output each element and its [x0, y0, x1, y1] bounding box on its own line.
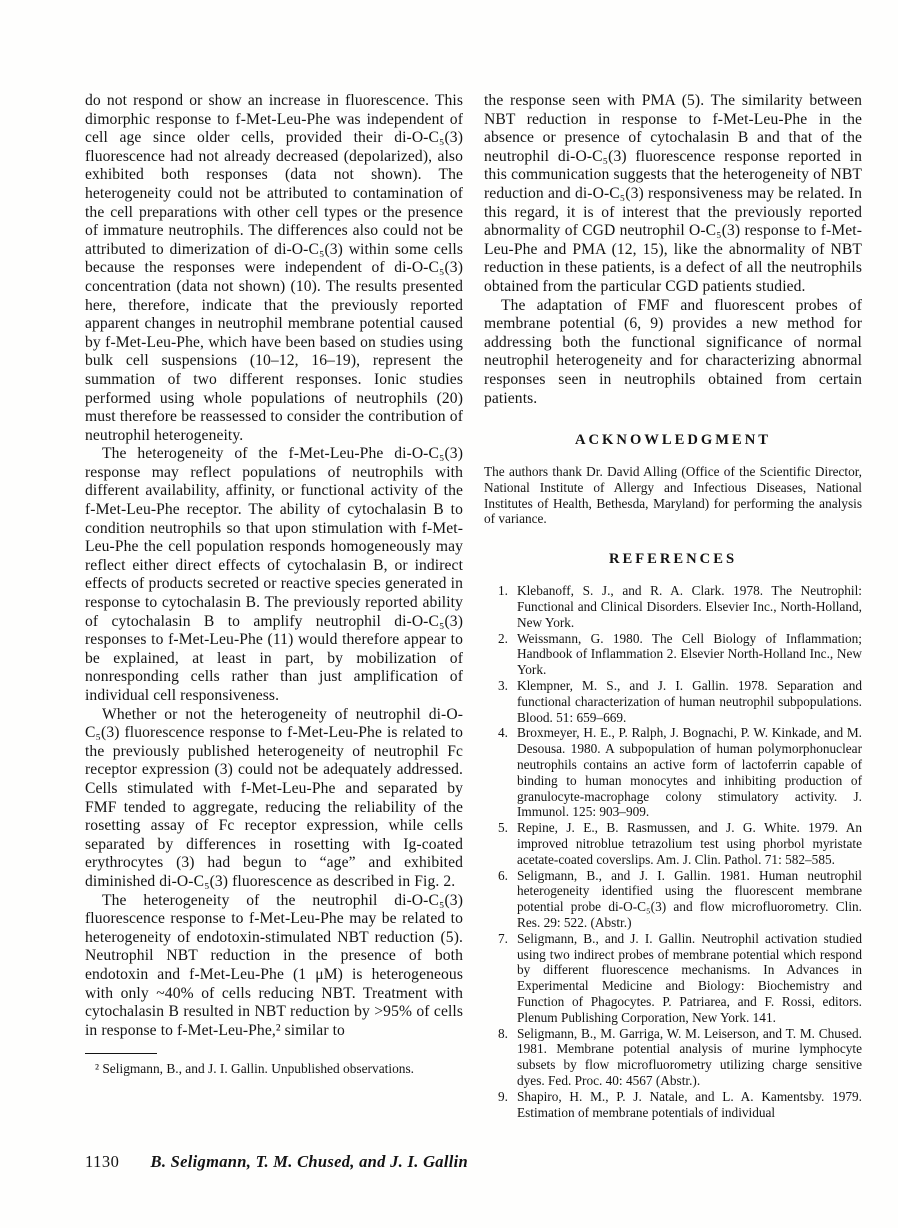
footnote: ² Seligmann, B., and J. I. Gallin. Unpublished observations.: [95, 1061, 415, 1077]
running-title: B. Seligmann, T. M. Chused, and J. I. Gallin: [150, 1152, 468, 1171]
reference-item: [484, 868, 862, 931]
reference-number: 8.: [498, 1025, 508, 1041]
body-paragraph: The heterogeneity of the f-Met-Leu-Phe di-O-C₅(3) response may reflect populations of neutrophils with different availability, affinity, or functional activity of the f-Met-Leu-Phe receptor. The ability of cytochalasin B to condition neutrophils so that upon stimulation with f-Met-Leu-Phe the cell population responds homogeneously may reflect either direct effects of cytochalasin B, or indirect effects of products secreted or reactive species generated in response to cytochalasin B. The previously reported ability of cytochalasin B to amplify neutrophil di-O-C₅(3) responses to f-Met-Leu-Phe (11) would therefore appear to be explained, at least in part, by mobilization of nonresponding cells rather than just amplification of individual cell responsiveness.: [85, 445, 463, 704]
reference-item: [484, 931, 862, 1026]
reference-item: [484, 1089, 862, 1121]
reference-text: Broxmeyer, H. E., P. Ralph, J. Bognachi, P. W. Kinkade, and M. Desousa. 1980. A subpopulation of human polymorphonuclear neutrophils contains an active form of lactoferrin capable of binding to human monocytes and inhibiting production of granulocyte-macrophage colony stimulatory activity. J. Immunol. 125: 903–909.: [517, 725, 862, 820]
body-paragraph: do not respond or show an increase in fluorescence. This dimorphic response to f-Met-Leu-Phe was independent of cell age since older cells, provided their di-O-C₅(3) fluorescence had not already decreased (depolarized), also exhibited both responses (data not shown). The heterogeneity could not be attributed to contamination of the cell preparations with other cell types or the presence of immature neutrophils. The differences also could not be attributed to dimerization of di-O-C₅(3) within some cells because the responses were independent of di-O-C₅(3) concentration (data not shown) (10). The results presented here, therefore, indicate that the previously reported apparent changes in neutrophil membrane potential caused by f-Met-Leu-Phe, which have been based on studies using bulk cell suspensions (10–12, 16–19), represent the summation of two different responses. Ionic studies performed using whole populations of neutrophils (20) must therefore be reassessed to consider the contribution of neutrophil heterogeneity.: [85, 92, 463, 444]
reference-text: Seligmann, B., and J. I. Gallin. Neutrophil activation studied using two indirect probes of membrane potential which respond by different fluorescence mechanisms. In Advances in Experimental Medicine and Biology: Biochemistry and Function of Phagocytes. P. Patriarea, and F. Rossi, editors. Plenum Publishing Corporation, New York. 141.: [517, 930, 862, 1025]
reference-text: Seligmann, B., M. Garriga, W. M. Leiserson, and T. M. Chused. 1981. Membrane potential analysis of murine lymphocyte subsets by flow microfluorometry utilizing charge sensitive dyes. Fed. Proc. 40: 4567 (Abstr.).: [517, 1025, 862, 1088]
reference-number: 7.: [498, 930, 508, 946]
reference-number: 3.: [498, 678, 508, 694]
footnote-separator: [85, 1053, 157, 1054]
page-footer: [85, 1152, 862, 1172]
reference-text: Klebanoff, S. J., and R. A. Clark. 1978. The Neutrophil: Functional and Clinical Disorders. Elsevier Inc., North-Holland, New York.: [517, 583, 862, 630]
reference-text: Shapiro, H. M., P. J. Natale, and L. A. Kamentsby. 1979. Estimation of membrane potentials of individual: [517, 1088, 862, 1120]
reference-number: 6.: [498, 867, 508, 883]
reference-number: 4.: [498, 725, 508, 741]
reference-text: Klempner, M. S., and J. I. Gallin. 1978. Separation and functional characterization of human neutrophil subpopulations. Blood. 51: 659–669.: [517, 678, 862, 725]
right-column: [484, 92, 862, 1120]
reference-list: [484, 583, 862, 1120]
reference-number: 5.: [498, 820, 508, 836]
two-column-layout: [85, 92, 862, 1120]
reference-item: [484, 678, 862, 725]
left-column: [85, 92, 463, 1120]
acknowledgment-heading: ACKNOWLEDGMENT: [574, 432, 772, 449]
body-paragraph: The adaptation of FMF and fluorescent probes of membrane potential (6, 9) provides a new method for addressing both the functional significance of normal neutrophil heterogeneity and for characterizing abnormal responses seen in neutrophils obtained from certain patients.: [484, 296, 862, 407]
reference-number: 9.: [498, 1088, 508, 1104]
body-paragraph: the response seen with PMA (5). The similarity between NBT reduction in response to f-Met-Leu-Phe in the absence or presence of cytochalasin B and that of the neutrophil di-O-C₅(3) fluorescence response reported in this communication suggests that the heterogeneity of NBT reduction and di-O-C₅(3) responsiveness may be related. In this regard, it is of interest that the previously reported abnormality of CGD neutrophil O-C₅(3) response to f-Met-Leu-Phe and PMA (12, 15), like the abnormality of NBT reduction in these patients, is a defect of all the neutrophils obtained from the particular CGD patients studied.: [484, 92, 862, 295]
reference-text: Weissmann, G. 1980. The Cell Biology of Inflammation; Handbook of Inflammation 2. Elsevier North-Holland Inc., New York.: [517, 630, 862, 678]
acknowledgment-text: The authors thank Dr. David Alling (Office of the Scientific Director, National Institute of Allergy and Infectious Diseases, National Institutes of Health, Bethesda, Maryland) for performing the analysis of variance.: [484, 464, 862, 527]
page-number: 1130: [85, 1152, 120, 1171]
references-heading: REFERENCES: [608, 551, 738, 568]
reference-number: 2.: [498, 630, 508, 646]
body-paragraph: The heterogeneity of the neutrophil di-O-C₅(3) fluorescence response to f-Met-Leu-Phe may be related to heterogeneity of endotoxin-stimulated NBT reduction (5). Neutrophil NBT reduction in the presence of both endotoxin and f-Met-Leu-Phe (1 μM) is heterogeneous with only ~40% of cells reducing NBT. Treatment with cytochalasin B resulted in NBT reduction by >95% of cells in response to f-Met-Leu-Phe,² similar to: [85, 891, 463, 1039]
reference-text: Repine, J. E., B. Rasmussen, and J. G. White. 1979. An improved nitroblue tetrazolium test using phorbol myristate acetate-coated coverslips. Am. J. Clin. Pathol. 71: 582–585.: [517, 820, 862, 867]
reference-item: [484, 820, 862, 867]
body-paragraph: Whether or not the heterogeneity of neutrophil di-O-C₅(3) fluorescence response to f-Met-Leu-Phe is related to the previously published heterogeneity of neutrophil Fc receptor expression (3) could not be adequately addressed. Cells stimulated with f-Met-Leu-Phe and separated by FMF tended to aggregate, reducing the reliability of the rosetting assay of Fc receptor expression, while cells separated by differences in rosetting with Ig-coated erythrocytes (3) had begun to “age” and exhibited diminished di-O-C₅(3) fluorescence as described in Fig. 2.: [85, 705, 463, 890]
reference-item: [484, 1026, 862, 1089]
reference-number: 1.: [498, 583, 508, 599]
reference-item: [484, 583, 862, 630]
reference-text: Seligmann, B., and J. I. Gallin. 1981. Human neutrophil heterogeneity identified using the fluorescent membrane potential probe di-O-C₅(3) and flow microfluorometry. Clin. Res. 29: 522. (Abstr.): [517, 867, 862, 931]
reference-item: [484, 725, 862, 820]
reference-item: [484, 631, 862, 678]
